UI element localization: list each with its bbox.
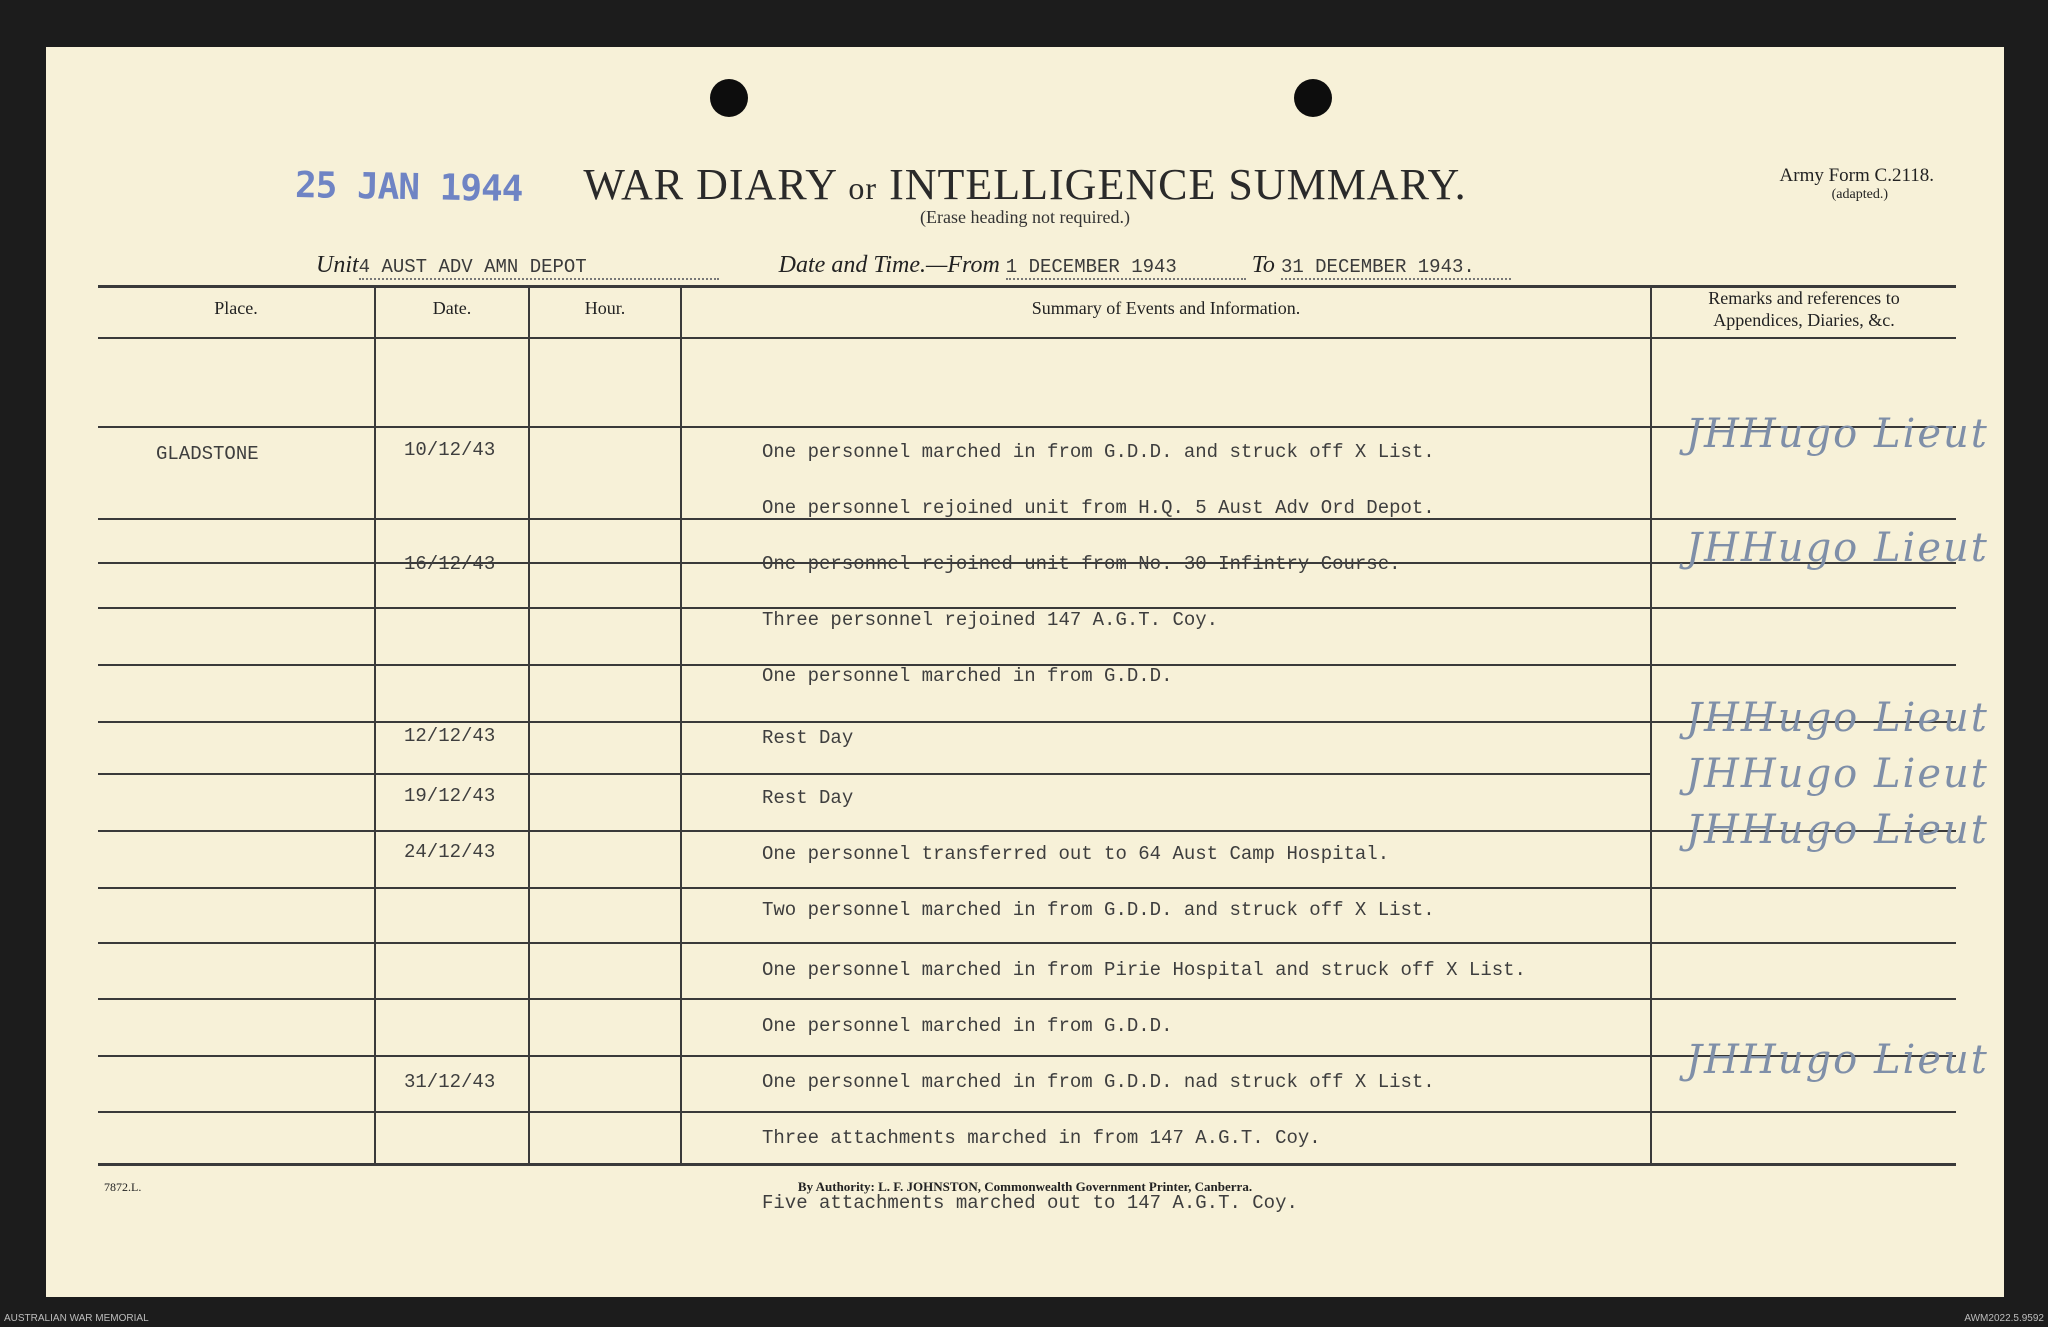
row-rule: [98, 1055, 1650, 1057]
page-title: [46, 159, 2004, 210]
row-summary: One personnel rejoined unit from No. 30 Infintry Course.: [762, 553, 1401, 575]
column-divider: [1650, 285, 1652, 1166]
row-rule: [98, 773, 1650, 775]
officer-signature: JHHugo Lieut: [1686, 695, 1989, 741]
archive-reference: AWM2022.5.9592: [1964, 1313, 2044, 1324]
officer-signature: JHHugo Lieut: [1686, 525, 1989, 571]
row-rule: [1652, 942, 1956, 944]
row-summary: One personnel transferred out to 64 Aust Camp Hospital.: [762, 843, 1390, 865]
header-remarks-line2: Appendices, Diaries, &c.: [1713, 310, 1895, 330]
punch-hole-left: [710, 79, 748, 117]
column-divider: [528, 285, 530, 1166]
archive-credit: AUSTRALIAN WAR MEMORIAL: [4, 1313, 149, 1324]
row-summary: One personnel rejoined unit from H.Q. 5 Aust Adv Ord Depot.: [762, 497, 1435, 519]
title-part2: INTELLIGENCE SUMMARY.: [889, 160, 1467, 209]
row-rule: [1652, 998, 1956, 1000]
from-date-value: 1 DECEMBER 1943: [1006, 256, 1246, 280]
row-summary: Five attachments marched out to 147 A.G.T. Coy.: [762, 1192, 1298, 1214]
header-date: Date.: [432, 298, 472, 318]
row-date: 12/12/43: [404, 725, 496, 747]
row-rule: [98, 721, 1650, 723]
unit-label: Unit: [316, 252, 359, 278]
row-summary: Rest Day: [762, 727, 854, 749]
row-rule: [98, 887, 1650, 889]
row-rule: [98, 830, 1650, 832]
row-rule: [98, 998, 1650, 1000]
row-rule: [1652, 518, 1956, 520]
row-summary: One personnel marched in from G.D.D. and struck off X List.: [762, 441, 1435, 463]
date-time-label: Date and Time.—From: [778, 252, 1000, 278]
row-summary: One personnel marched in from G.D.D. nad struck off X List.: [762, 1071, 1435, 1093]
title-part1: WAR DIARY: [583, 160, 837, 209]
row-summary: Three personnel rejoined 147 A.G.T. Coy.: [762, 609, 1219, 631]
form-code: 7872.L.: [104, 1180, 142, 1194]
row-date: 19/12/43: [404, 785, 496, 807]
to-date-value: 31 DECEMBER 1943.: [1281, 256, 1511, 280]
row-rule: [1652, 1111, 1956, 1113]
header-remarks-line1: Remarks and references to: [1708, 288, 1900, 308]
army-form-number: Army Form C.2118.: [1779, 165, 1934, 186]
to-label: To: [1251, 252, 1275, 278]
column-divider: [680, 285, 682, 1166]
diary-page: [46, 47, 2004, 1297]
header-hour: Hour.: [584, 298, 626, 318]
row-summary: One personnel marched in from Pirie Hospital and struck off X List.: [762, 959, 1526, 981]
row-date: 10/12/43: [404, 439, 496, 461]
unit-line: [316, 252, 1511, 280]
row-rule: [98, 426, 1650, 428]
row-rule: [98, 1111, 1650, 1113]
officer-signature: JHHugo Lieut: [1686, 411, 1989, 457]
header-summary: Summary of Events and Information.: [1031, 298, 1301, 318]
army-form-note: (adapted.): [1831, 187, 1888, 202]
row-rule: [98, 942, 1650, 944]
officer-signature: JHHugo Lieut: [1686, 751, 1989, 797]
row-date: 31/12/43: [404, 1071, 496, 1093]
officer-signature: JHHugo Lieut: [1686, 1037, 1989, 1083]
army-form-label: [1780, 165, 1934, 203]
row-summary: Two personnel marched in from G.D.D. and struck off X List.: [762, 899, 1435, 921]
row-summary: Three attachments marched in from 147 A.G.T. Coy.: [762, 1127, 1321, 1149]
unit-value: 4 AUST ADV AMN DEPOT: [359, 256, 719, 280]
row-rule: [1652, 664, 1956, 666]
row-summary: One personnel marched in from G.D.D.: [762, 1015, 1173, 1037]
row-rule: [1652, 887, 1956, 889]
officer-signature: JHHugo Lieut: [1686, 807, 1989, 853]
row-rule: [1652, 607, 1956, 609]
column-divider: [374, 285, 376, 1166]
row-summary: One personnel marched in from G.D.D.: [762, 665, 1173, 687]
row-summary: Rest Day: [762, 787, 854, 809]
row-place: GLADSTONE: [156, 443, 259, 465]
received-date-stamp: 25 JAN 1944: [294, 165, 523, 210]
printer-authority: By Authority: L. F. JOHNSTON, Commonwealth Government Printer, Canberra.: [797, 1179, 1253, 1194]
page-subtitle: (Erase heading not required.): [920, 207, 1130, 227]
header-place: Place.: [214, 298, 258, 318]
title-or: or: [848, 170, 878, 206]
row-date: 16/12/43: [404, 553, 496, 575]
punch-hole-right: [1294, 79, 1332, 117]
header-rule: [98, 337, 1956, 339]
table-bottom-rule: [98, 1163, 1956, 1166]
header-remarks: [1652, 287, 1956, 331]
row-date: 24/12/43: [404, 841, 496, 863]
